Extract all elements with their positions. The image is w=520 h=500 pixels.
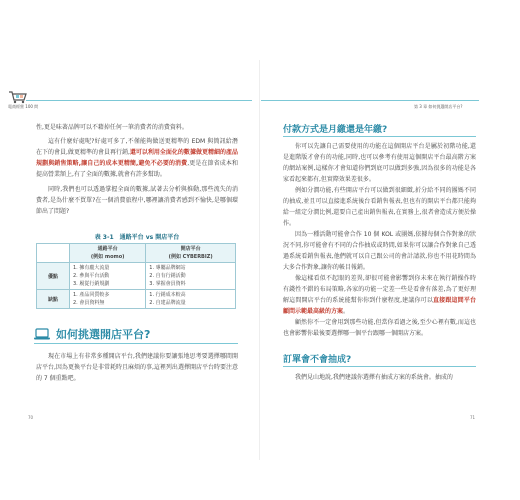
- list-item: 1. 產品同質較多: [73, 292, 110, 298]
- left-page: [0, 0, 259, 500]
- heading-payment: 付款方式是月繳還是年繳?: [283, 125, 388, 135]
- table-cell: [146, 263, 236, 290]
- list-item: 2. 參與平台活動: [73, 273, 110, 279]
- table-cell: [70, 263, 146, 290]
- column-header-example: (例如 momo): [90, 254, 125, 260]
- list-item: 3. 掌握會員資料: [149, 281, 186, 287]
- section-title: 如何挑選開店平台?: [56, 328, 151, 341]
- column-header-name: 開店平台: [180, 246, 201, 252]
- table-corner-cell: [37, 244, 70, 263]
- shopping-cart-icon: [8, 90, 28, 104]
- list-item: 2. 自建品牌流量: [149, 300, 186, 306]
- page-number-left: 70: [28, 415, 34, 420]
- paragraph-2-text-a: 這有什麼好處呢?好處可多了,不僅能夠做送更精準的 EDM 與簡訊給潛在下的會員,做更精準的會員再行銷,: [36, 138, 238, 156]
- comparison-table: [36, 243, 236, 309]
- paragraph-r3: 因為一種活動可能會合作 10 個 KOL 或團媽,依據每個合作對象的狀況不同,你可能會有不同的合作抽成或時間,如果你可以讓合作對象自己透過系統看銷售報表,他們就可以自己跟公司的會計請款,你也不用花時間為大多合作對象,讓你的帳目報銷。: [283, 231, 476, 271]
- paragraph-2-highlight: 還可以利用全面化的數據做更精細的產品規劃與銷售策略,讓自己的成本更精簡,避免不必要的消費: [36, 149, 238, 167]
- table-cell: [146, 290, 236, 309]
- column-header-example: (例如 CYBERBIZ): [168, 254, 213, 260]
- list-item: 2. 自有行銷活動: [149, 273, 186, 279]
- table-header-row: [37, 244, 236, 263]
- paragraph-r6: 我們見山地說,我們建議你選擇有抽成方案的系統會。抽成的: [295, 374, 453, 381]
- paragraph-3: 同時,我們也可以透過掌握全面的數據,試著去分析與推動,那些流失的消費者,是為什麼不買單?在一個消費旅程中,哪裡讓消費者感到不愉快,是哪個環節出了問題?: [36, 186, 238, 215]
- header-rule: [26, 100, 252, 101]
- table-cell: [70, 290, 146, 309]
- paragraph-1: 性,更是味著品牌可以不藉掉任何一筆消費者的消費資料。: [36, 124, 188, 131]
- running-header-right: 第 3 章 如何挑選開店平台?: [414, 104, 463, 109]
- page-number-right: 71: [470, 415, 476, 420]
- header-rule: [261, 100, 479, 101]
- gutter: [259, 60, 260, 460]
- running-header-left: 電商經營 100 問: [8, 104, 39, 109]
- paragraph-2: [36, 136, 238, 180]
- laptop-icon: [34, 328, 50, 340]
- paragraph-r1: 你可以先讓自己需要使用的功能在這個開店平台是屬於初階功能,還是進階版才會有的功能,同時,也可以參考有使用這個開店平台最高階方案的網站案例,這樣你才會知道你們到底可以做到多強,因為很多的功能是各家看起來都有,但實際效果差很多。: [283, 143, 476, 183]
- heading-rule: [283, 136, 476, 137]
- paragraph-r5: 顧然你不一定會用到那些功能,但當你看過之後,至少心裡有數,而這也也會影響你最後要選擇哪一個平台跟哪一個開店方案。: [283, 319, 476, 337]
- column-header-channel-platform: [70, 244, 146, 263]
- column-header-name: 通路平台: [97, 246, 118, 252]
- paragraph-r4-text: 像這樣看似不起眼的差異,卻很可能會影響到你未來在執行銷操作時有錢性不錯的布局策略,各家的功能一定差一些是看會有落差,為了更好理解這間開店平台的系統能幫你你到什麼程度,建議你可以: [283, 275, 476, 304]
- paragraph-r2: 例如分潤功能,有些開店平台可以做到很細緻,折分給不同的團媽不同的抽成,並且可以直接進系統後台看銷售報表,但也有的開店平台都只能夠給一組定分潤比例,還要自己產出銷售報表,在實務上,很者會造成方便於操作。: [283, 187, 476, 227]
- row-header-cons: 缺點: [37, 290, 70, 309]
- column-header-shop-platform: [146, 244, 236, 263]
- list-item: 2. 會員資料無: [73, 300, 105, 306]
- table-row: [37, 263, 236, 290]
- heading-commission: 訂單會不會抽成?: [283, 355, 352, 365]
- paragraph-r4-end: 。: [343, 308, 350, 315]
- row-header-pros: 優點: [37, 263, 70, 290]
- paragraph-r4-highlight: 直接跟這間平台顧問示範最高級的方案: [283, 297, 476, 315]
- list-item: 1. 擁有龐大流量: [73, 265, 110, 271]
- paragraph-2-text-b: ,更是在節省成本和提高營業額上,有了全面的數據,就會有許多幫助。: [36, 160, 238, 178]
- heading-rule: [283, 366, 476, 367]
- list-item: 1. 行銷成本較高: [149, 292, 186, 298]
- list-item: 3. 履從行銷規劃: [73, 281, 110, 287]
- table-title: 表 3-1 通路平台 vs 開店平台: [94, 234, 180, 241]
- table-row: [37, 290, 236, 309]
- paragraph-r4: [283, 273, 476, 317]
- list-item: 1. 專屬品牌網站: [149, 265, 186, 271]
- paragraph-4: 現在市場上有非常多種開店平台,我們建議你要讓張地思考要選擇哪間開店平台,因為更換平台是非常耗時且麻煩的事,這裡列出選擇開店平台時要注意的 7 個重點吧。: [36, 353, 238, 382]
- section-rule: [34, 343, 238, 344]
